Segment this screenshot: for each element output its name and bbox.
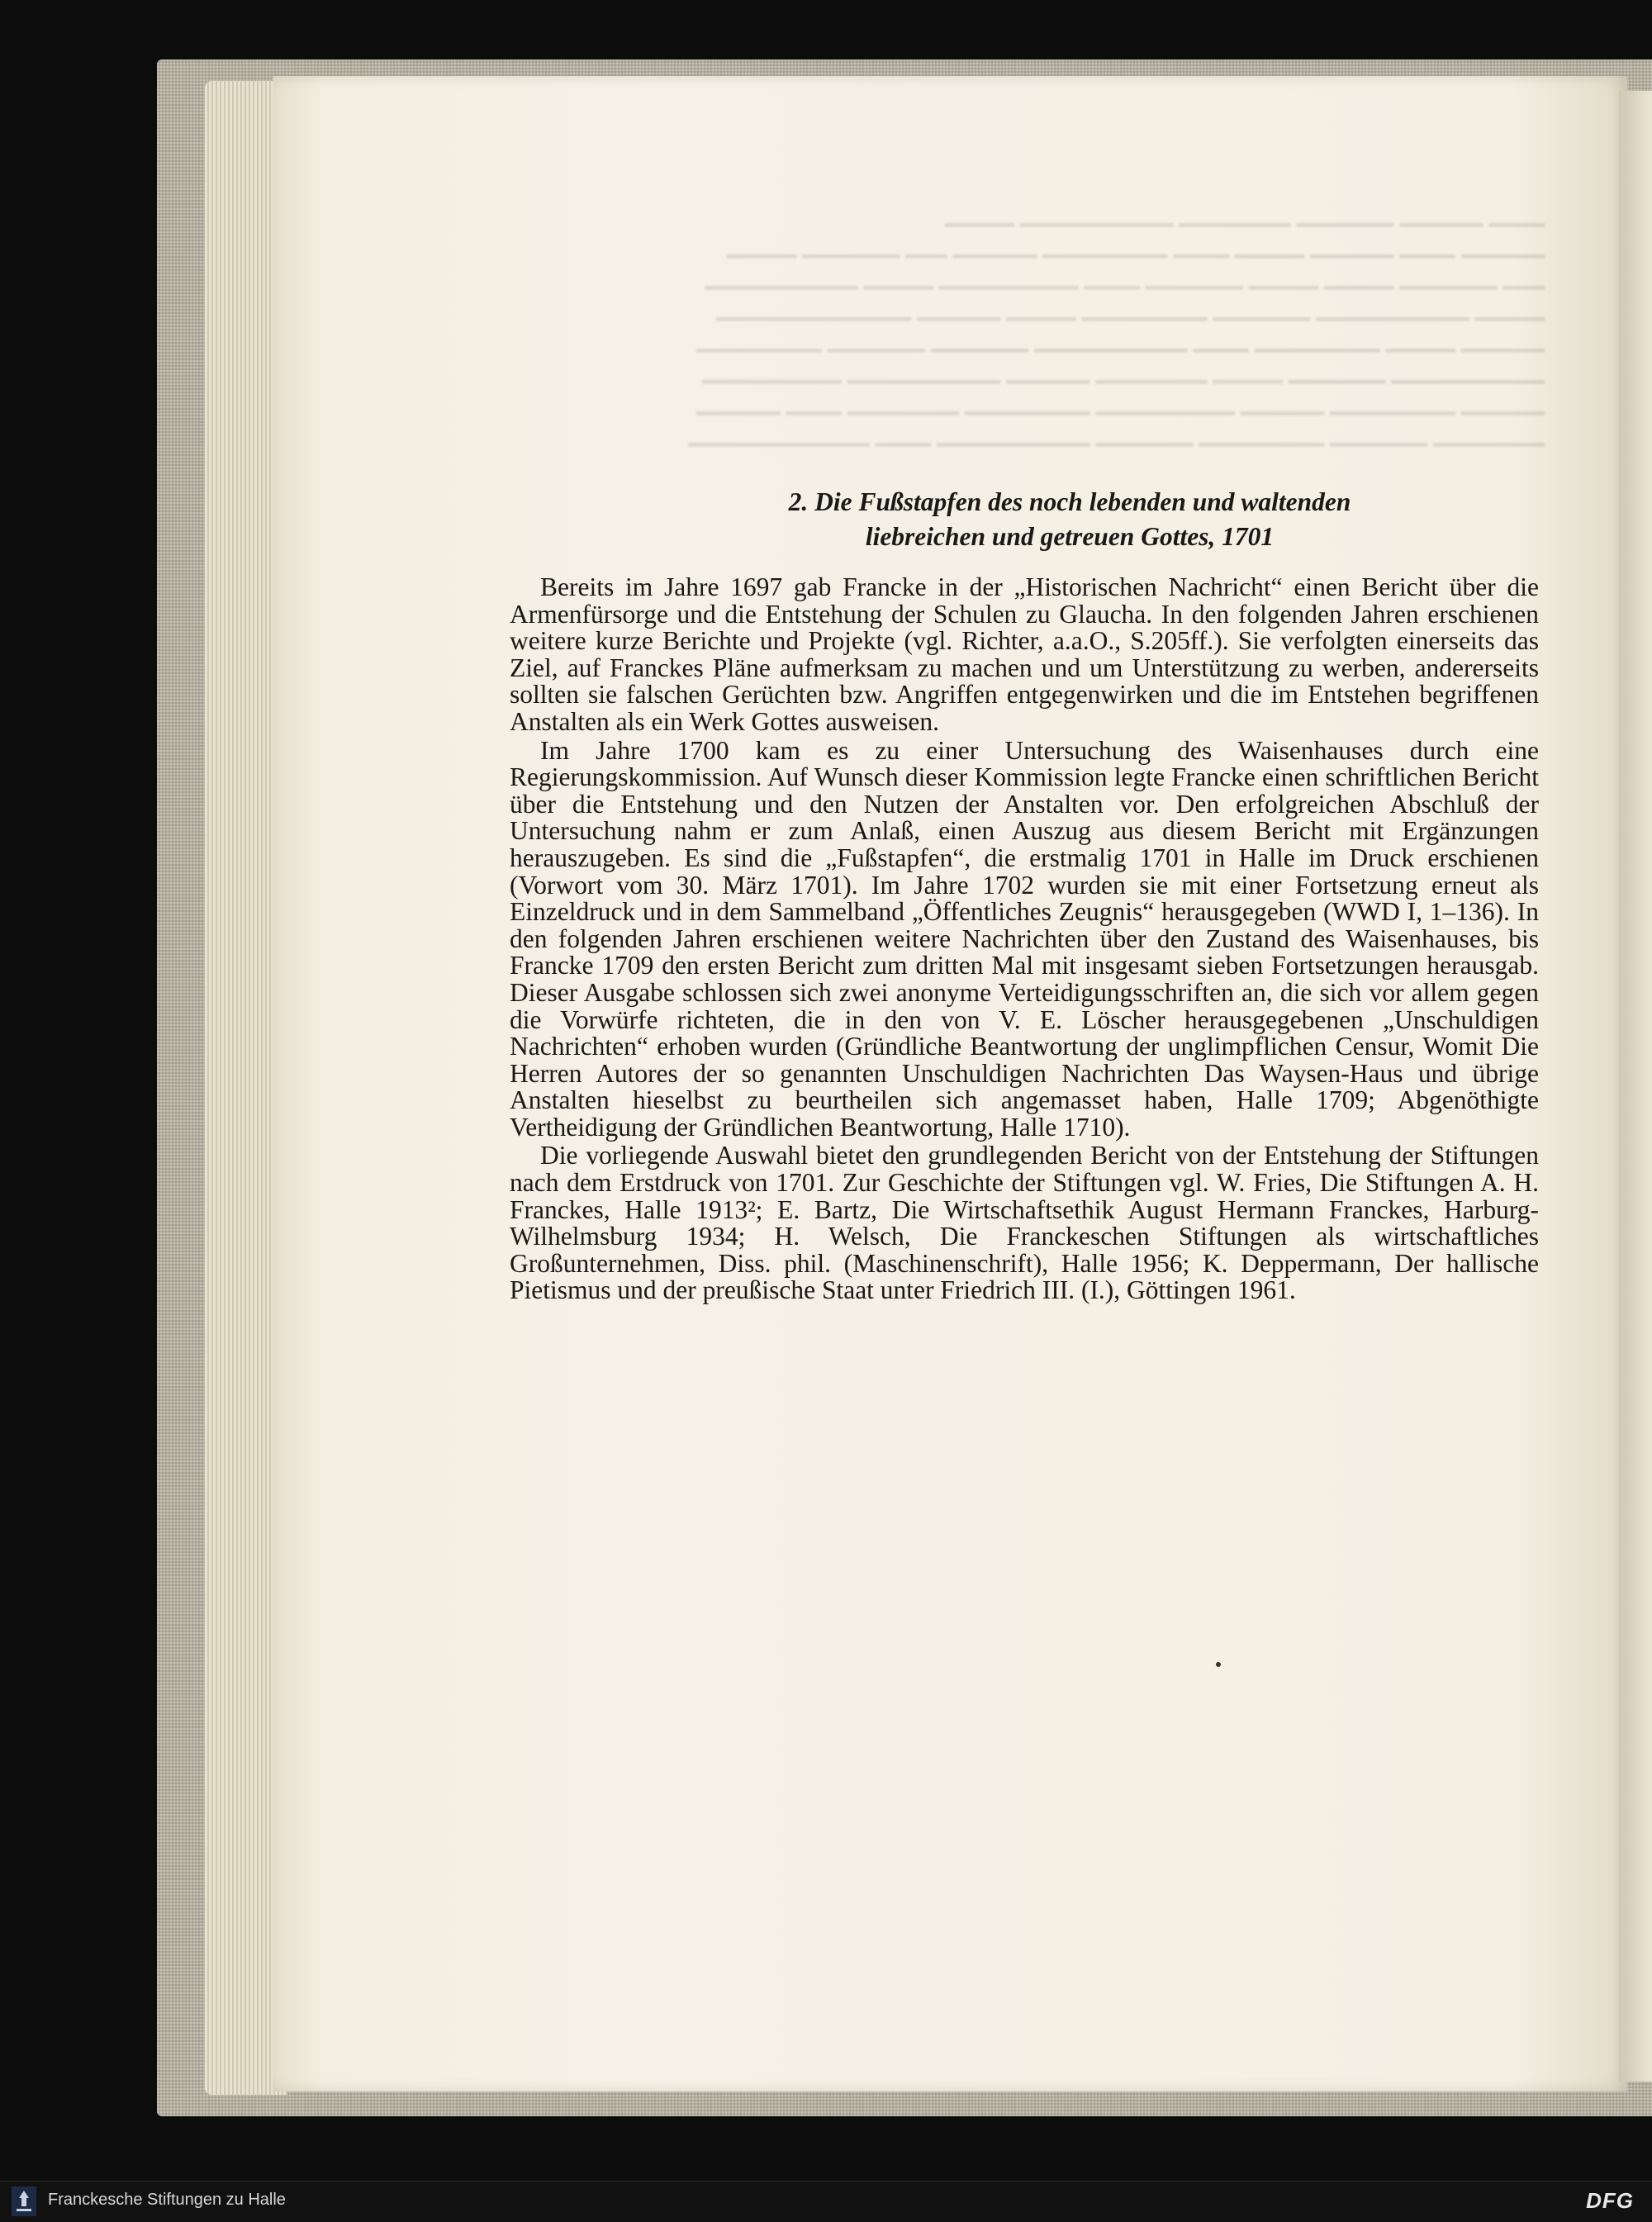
text-block [510,485,1539,1304]
foundation-emblem-icon[interactable] [12,2186,36,2216]
dfg-logo[interactable]: DFG [1586,2188,1634,2213]
footer-institution-link[interactable]: Franckesche Stiftungen zu Halle [48,2191,286,2209]
paragraph-2: Im Jahre 1700 kam es zu einer Untersuchung des Waisenhauses durch eine Regierungskommission. Auf Wunsch dieser Kommission legte Francke einen schriftlichen Bericht über die Entstehung und den Nutzen der Anstalten vor. Den erfolgreichen Abschluß der Untersuchung nahm er zum Anlaß, einen Auszug aus diesem Bericht mit Ergänzungen herauszugeben. Es sind die „Fußstapfen“, die erstmalig 1701 in Halle im Druck erschienen (Vorwort vom 30. März 1701). Im Jahre 1702 wurden sie mit einer Fortsetzung erneut als Einzeldruck und in dem Sammelband „Öffentliches Zeugnis“ herausgegeben (WWD I, 1–136). In den folgenden Jahren erschienen weitere Nachrichten über den Zustand des Waisenhauses, bis Francke 1709 den ersten Bericht zum dritten Mal mit insgesamt sieben Fortsetzungen herausgab. Dieser Ausgabe schlossen sich zwei anonyme Verteidigungsschriften an, die sich vor allem gegen die Vorwürfe richteten, die in den von V. E. Löscher herausgegebenen „Unschuldigen Nachrichten“ erhoben wurden (Gründliche Beantwortung der unglimpflichen Censur, Womit Die Herren Autores der so genannten Unschuldigen Nachrichten Das Waysen-Haus und übrige Anstalten hieselbst zu beurtheilen sich angemasset haben, Halle 1709; Abgenöthigte Vertheidigung der Gründlichen Beantwortung, Halle 1710). [510,735,1539,1142]
next-page-edge [1619,91,1652,2082]
section-heading [510,485,1539,554]
ink-speck [1216,1662,1221,1667]
reverse-side-show-through: ━━━━ ━━━━━━ ━━━━━━━ ━━━━━━━━ ━━━━━━━━━━━ ━━━━━ ━━━━━━ ━━━━ ━━━━━━ ━━━━━ ━━━━ ━━━━━━━━━ ━━━━━━ ━━━ ━━━━━━━ ━━━━━ ━━━ ━━━━━━━ ━━━━━ ━━━━━ ━━━━━━━ ━━━━ ━━━━━━━━━━ ━━━━━ ━━━━━━━━━━━ ━━━━━ ━━━━━━━━━━━ ━━━━━━━ ━━━━━━━━━ ━━━━━ ━━━━━━ ━━━━━━━━━━━━━━ ━━━━━━ ━━━━━ ━━━━━━━━━ ━━━━ ━━━━━━━━━━━ ━━━━━━━ ━━━━━━━ ━━━━━━━━━ ━━━━━━━━━━━ ━━━━━━━ ━━━━━ ━━━━━━━━ ━━━━━━ ━━━━━━━━━━━ ━━━━━━━━━━ ━━━━━━ ━━━━━━━━━ ━━━━━━ ━━━━━━━━━━ ━━━━━━━━━ ━━━━━━━━ ━━━━ ━━━━━━ ━━━━━━━━ ━━━━━━━ ━━━━━━━━━ ━━━━━━━ ━━━━━━━━━━━ ━━━━ ━━━━━━━━━━━━━ [688,213,1545,458]
section-heading-line-1: 2. Die Fußstapfen des noch lebenden und waltenden [788,487,1351,516]
section-heading-line-2: liebreichen und getreuen Gottes, 1701 [865,522,1275,551]
viewer-footer-bar [0,2181,1652,2222]
paragraph-3: Die vorliegende Auswahl bietet den grundlegenden Bericht von der Entstehung der Stiftungen nach dem Erstdruck von 1701. Zur Geschichte der Stiftungen vgl. W. Fries, Die Stiftungen A. H. Franckes, Halle 1913²; E. Bartz, Die Wirtschaftsethik August Hermann Franckes, Harburg-Wilhelmsburg 1934; H. Welsch, Die Franckeschen Stiftungen als wirtschaftliches Großunternehmen, Diss. phil. (Maschinenschrift), Halle 1956; K. Deppermann, Der hallische Pietismus und der preußische Staat unter Friedrich III. (I.), Göttingen 1961. [510,1141,1539,1305]
paragraph-1: Bereits im Jahre 1697 gab Francke in der „Historischen Nachricht“ einen Bericht über die Armenfürsorge und die Entstehung der Schulen zu Glaucha. In den folgenden Jahren erschienen weitere kurze Berichte und Projekte (vgl. Richter, a.a.O., S.205ff.). Sie verfolgten einerseits das Ziel, auf Franckes Pläne aufmerksam zu machen und um Unterstützung zu werben, andererseits sollten sie falschen Gerüchten bzw. Angriffen entgegenwirken und die im Entstehen begriffenen Anstalten als ein Werk Gottes ausweisen. [510,572,1539,736]
